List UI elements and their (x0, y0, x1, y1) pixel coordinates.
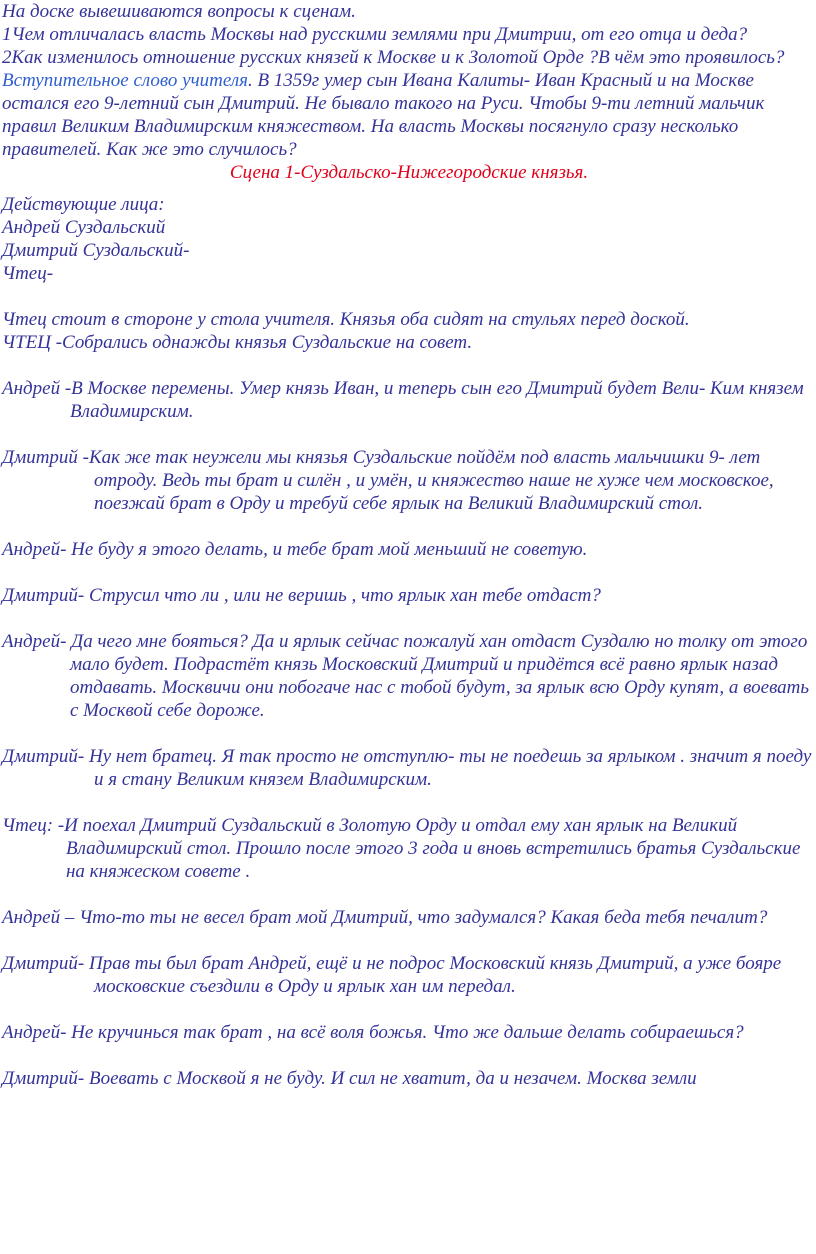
dialogue-line: Чтец: -И поехал Дмитрий Суздальский в Золотую Орду и отдал ему хан ярлык на Великий Владимирский стол. Прошло после этого 3 года и вновь встретились братья Суздальские на княжеском совете . (2, 815, 801, 882)
cast-heading: Действующие лица: (2, 194, 165, 215)
dialogue-line: Дмитрий- Ну нет братец. Я так просто не отступлю- ты не поедешь за ярлыком . значит я поеду и я стану Великим князем Владимирским. (2, 746, 812, 790)
cast-member: Дмитрий Суздальский- (2, 240, 190, 261)
dialogue-line: Андрей- Не кручинься так брат , на всё воля божья. Что же дальше делать собираешься? (2, 1022, 744, 1043)
dialogue-line: Дмитрий- Воевать с Москвой я не буду. И сил не хватит, да и незачем. Москва земли (2, 1068, 697, 1089)
cast-member: Чтец- (2, 263, 54, 284)
question-2: 2Как изменилось отношение русских князей к Москве и к Золотой Орде ?В чём это проявилось? (2, 47, 785, 68)
scene-title: Сцена 1-Суздальско-Нижегородские князья. (229, 162, 589, 183)
teacher-intro (2, 69, 816, 161)
questions-intro: На доске вывешиваются вопросы к сценам. (2, 1, 356, 22)
dialogue-line: Дмитрий- Струсил что ли , или не веришь , что ярлык хан тебе отдаст? (2, 585, 601, 606)
stage-direction: Чтец стоит в стороне у стола учителя. Князья оба сидят на стульях перед доской. (2, 309, 690, 330)
question-1: 1Чем отличалась власть Москвы над русскими землями при Дмитрии, от его отца и деда? (2, 24, 748, 45)
dialogue-line: Андрей – Что-то ты не весел брат мой Дмитрий, что задумался? Какая беда тебя печалит? (2, 907, 768, 928)
dialogue-line: ЧТЕЦ -Собрались однажды князья Суздальские на совет. (2, 332, 473, 353)
dialogue-line: Дмитрий- Прав ты был брат Андрей, ещё и не подрос Московский князь Дмитрий, а уже бояре московские съездили в Орду и ярлык хан им передал. (2, 953, 782, 997)
dialogue-line: Дмитрий -Как же так неужели мы князья Суздальские пойдём под власть мальчишки 9- лет отроду. Ведь ты брат и силён , и умён, и княжество наше не хуже чем московское, поезжай брат в Орду и требуй себе ярлык на Великий Владимирский стол. (2, 447, 774, 514)
dialogue-line: Андрей -В Москве перемены. Умер князь Иван, и теперь сын его Дмитрий будет Вели- Ким князем Владимирским. (2, 378, 804, 422)
cast-member: Андрей Суздальский (2, 217, 166, 238)
dialogue-line: Андрей- Да чего мне бояться? Да и ярлык сейчас пожалуй хан отдаст Суздалю но толку от этого мало будет. Подрастёт князь Московский Дмитрий и придётся всё равно ярлык назад отдавать. Москвичи они побогаче нас с тобой будут, за ярлык всю Орду купят, а воевать с Москвой себе дороже. (2, 631, 810, 721)
dialogue-line: Андрей- Не буду я этого делать, и тебе брат мой меньший не советую. (2, 539, 588, 560)
teacher-label: Вступительное слово учителя (2, 70, 248, 91)
teacher-text: . В 1359г умер сын Ивана Калиты- Иван Красный и на Москве остался его 9-летний сын Дмитрий. Не бывало такого на Руси. Чтобы 9-ти летний мальчик правил Великим Владимирским княжеством. На власть Москвы посягнуло сразу несколько правителей. Как же это случилось? (2, 70, 765, 160)
